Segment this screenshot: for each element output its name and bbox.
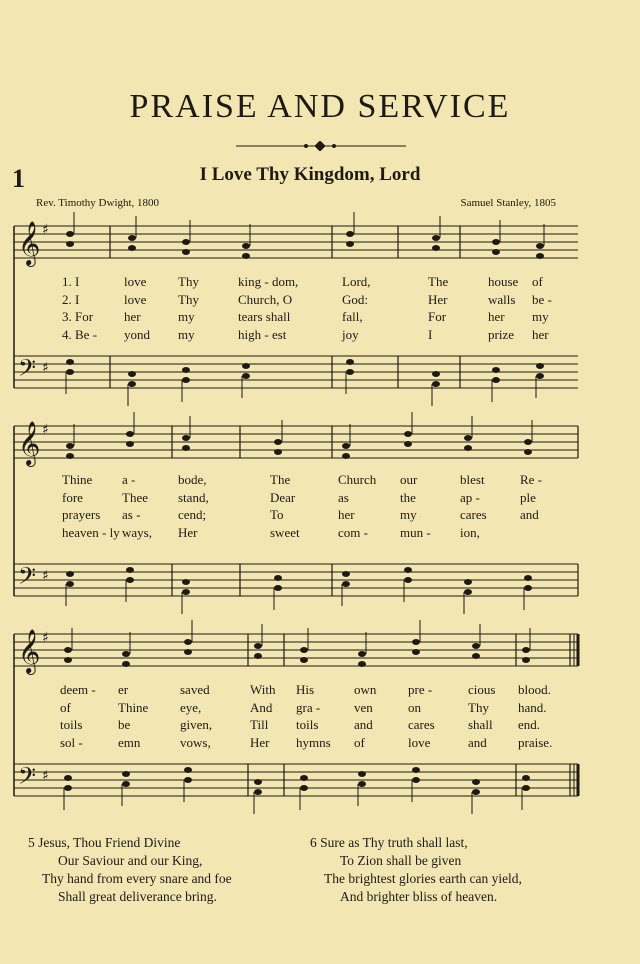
lyric-syllable: hymns (296, 734, 331, 750)
sharp-icon: ♯ (42, 630, 49, 646)
lyric-syllable: gra - (296, 699, 321, 715)
note-head (182, 377, 190, 383)
lyric-syllable: blest (460, 472, 485, 487)
hymn-composer: Samuel Stanley, 1805 (460, 197, 556, 209)
lyric-syllable: Thine (118, 699, 149, 715)
sharp-icon: ♯ (42, 360, 49, 376)
note-head (128, 245, 136, 251)
note-head (492, 367, 500, 373)
note-head (412, 777, 420, 783)
lyric-syllable: fore (62, 489, 83, 505)
note-head (342, 453, 350, 459)
lyric-syllable: Thine (62, 472, 93, 487)
note-head (182, 367, 190, 373)
note-head (524, 575, 532, 581)
lyric-syllable: eye, (180, 699, 202, 715)
note-head (464, 435, 472, 441)
note-head (404, 441, 412, 447)
lyric-syllable: With (250, 682, 276, 697)
lyric-syllable: ple (520, 489, 536, 505)
note-head (492, 239, 500, 245)
lyric-syllable: To (270, 507, 284, 522)
note-head (536, 243, 544, 249)
lyric-syllable: I (428, 326, 433, 342)
lyric-syllable: be (118, 717, 131, 732)
note-head (64, 775, 72, 781)
lyric-syllable: be - (532, 291, 552, 307)
treble-clef-icon: 𝄞 (18, 421, 41, 465)
lyric-syllable: prize (488, 326, 514, 342)
lyric-syllable: Thy (178, 274, 199, 289)
note-head (524, 449, 532, 455)
note-head (412, 639, 420, 645)
note-head (274, 575, 282, 581)
lyric-syllable: Thy (468, 699, 489, 715)
lyric-syllable: hand. (518, 699, 547, 715)
note-head (300, 775, 308, 781)
note-head (184, 639, 192, 645)
lyric-syllable: of (532, 274, 543, 289)
note-head (66, 453, 74, 459)
note-head (432, 371, 440, 377)
lyric-syllable: bode, (178, 472, 207, 487)
lyric-syllable: The (428, 274, 449, 289)
note-head (358, 661, 366, 667)
note-head (182, 239, 190, 245)
note-head (242, 373, 250, 379)
note-head (184, 649, 192, 655)
lyric-syllable: as - (122, 507, 141, 522)
sharp-icon: ♯ (42, 768, 49, 784)
lyric-syllable: cend; (178, 507, 207, 522)
note-head (404, 567, 412, 573)
lyric-syllable: tears shall (238, 309, 291, 324)
note-head (274, 439, 282, 445)
lyric-syllable: stand, (178, 489, 209, 505)
sharp-icon: ♯ (42, 222, 49, 238)
lyric-syllable: prayers (62, 507, 101, 522)
lyric-syllable: love (124, 274, 147, 289)
note-head (346, 241, 354, 247)
note-head (126, 431, 134, 437)
lyric-syllable: and (468, 734, 487, 750)
lyric-syllable: own (354, 682, 377, 697)
note-head (472, 789, 480, 795)
lyric-syllable: my (178, 326, 195, 342)
note-head (536, 363, 544, 369)
note-head (464, 579, 472, 585)
note-head (182, 435, 190, 441)
note-head (342, 443, 350, 449)
note-head (182, 589, 190, 595)
hymn-number: 1 (12, 164, 25, 193)
bass-clef-icon: 𝄢 (18, 354, 37, 387)
lyric-syllable: of (60, 699, 71, 715)
lyric-syllable: Her (428, 291, 448, 307)
lyric-syllable: cares (460, 507, 487, 522)
lyric-syllable: given, (180, 717, 213, 732)
lyric-syllable: love (124, 291, 147, 307)
note-head (242, 253, 250, 259)
note-head (536, 373, 544, 379)
note-head (492, 249, 500, 255)
lyric-syllable: sol - (60, 734, 83, 750)
note-head (358, 771, 366, 777)
lyric-syllable: ap - (460, 489, 480, 505)
section-title: PRAISE AND SERVICE (129, 88, 511, 125)
lyric-syllable: Church, O (238, 291, 293, 307)
note-head (536, 253, 544, 259)
note-head (432, 245, 440, 251)
note-head (254, 789, 262, 795)
lyric-syllable: and (354, 717, 373, 732)
note-head (66, 241, 74, 247)
lyric-syllable: Thy (178, 291, 199, 307)
note-head (522, 657, 530, 663)
lyric-syllable: the (400, 489, 416, 505)
stanza-5 (28, 834, 232, 906)
lyric-syllable: Her (250, 734, 270, 750)
note-head (522, 785, 530, 791)
stanza-line: Thy hand from every snare and foe (42, 871, 232, 886)
note-head (126, 567, 134, 573)
lyric-syllable: her (338, 507, 355, 522)
note-head (128, 235, 136, 241)
note-head (404, 577, 412, 583)
lyric-syllable: Re - (520, 472, 543, 487)
lyric-syllable: Till (250, 717, 269, 732)
lyric-syllable: emn (118, 734, 141, 750)
note-head (432, 235, 440, 241)
note-head (464, 445, 472, 451)
sharp-icon: ♯ (42, 422, 49, 438)
note-head (184, 777, 192, 783)
stanza-line: To Zion shall be given (340, 853, 462, 868)
lyric-syllable: saved (180, 682, 210, 697)
lyric-syllable: house (488, 274, 519, 289)
note-head (274, 585, 282, 591)
note-head (300, 657, 308, 663)
note-head (126, 441, 134, 447)
lyric-syllable: of (354, 734, 365, 750)
note-head (242, 243, 250, 249)
note-head (182, 579, 190, 585)
lyric-syllable: ways, (122, 524, 152, 540)
lyric-syllable: And (250, 699, 273, 715)
lyric-syllable: ven (354, 699, 373, 715)
treble-clef-icon: 𝄞 (18, 221, 41, 265)
lyric-syllable: and (520, 507, 539, 522)
stanza-line: 5 Jesus, Thou Friend Divine (28, 835, 181, 850)
note-head (300, 647, 308, 653)
lyric-syllable: yond (124, 326, 150, 342)
note-head (66, 443, 74, 449)
note-head (182, 249, 190, 255)
note-head (522, 647, 530, 653)
lyric-syllable: on (408, 699, 421, 715)
stanza-line: Our Saviour and our King, (58, 853, 203, 868)
lyric-syllable: her (124, 309, 141, 324)
lyric-syllable: cares (408, 717, 435, 732)
stanza-line: The brightest glories earth can yield, (324, 871, 522, 886)
lyric-syllable: a - (122, 472, 136, 487)
lyric-syllable: my (178, 309, 195, 324)
lyric-syllable: 2. I (62, 291, 80, 307)
note-head (122, 781, 130, 787)
note-head (64, 785, 72, 791)
lyric-syllable: toils (60, 717, 83, 732)
lyric-syllable: God: (342, 291, 368, 307)
bass-clef-icon: 𝄢 (18, 762, 37, 795)
note-head (404, 431, 412, 437)
lyric-syllable: toils (296, 717, 319, 732)
bass-clef-icon: 𝄢 (18, 562, 37, 595)
lyric-syllable: vows, (180, 734, 211, 750)
note-head (472, 653, 480, 659)
lyric-syllable: Her (178, 524, 198, 540)
lyric-syllable: Thee (122, 489, 148, 505)
lyric-syllable: my (532, 309, 549, 324)
note-head (254, 779, 262, 785)
sharp-icon: ♯ (42, 568, 49, 584)
lyric-syllable: com - (338, 524, 368, 540)
hymn-author: Rev. Timothy Dwight, 1800 (36, 197, 160, 209)
note-head (122, 661, 130, 667)
lyric-syllable: er (118, 682, 129, 697)
note-head (346, 359, 354, 365)
note-head (66, 369, 74, 375)
treble-clef-icon: 𝄞 (18, 629, 41, 673)
lyric-syllable: our (400, 472, 418, 487)
lyric-syllable: my (400, 507, 417, 522)
note-head (128, 371, 136, 377)
lyric-syllable: blood. (518, 682, 551, 697)
lyric-syllable: sweet (270, 524, 300, 540)
stanza-line: And brighter bliss of heaven. (340, 889, 498, 904)
note-head (66, 581, 74, 587)
lyric-syllable: cious (468, 682, 496, 697)
stanza-6 (310, 834, 522, 906)
note-head (342, 571, 350, 577)
note-head (64, 657, 72, 663)
lyric-syllable: her (532, 326, 549, 342)
lyric-syllable: her (488, 309, 505, 324)
lyric-syllable: shall (468, 717, 493, 732)
note-head (472, 643, 480, 649)
note-head (184, 767, 192, 773)
lyric-syllable: Church (338, 472, 377, 487)
hymn-title: I Love Thy Kingdom, Lord (199, 164, 421, 185)
stanza-line: 6 Sure as Thy truth shall last, (310, 835, 468, 850)
note-head (254, 653, 262, 659)
note-head (274, 449, 282, 455)
note-head (64, 647, 72, 653)
note-head (300, 785, 308, 791)
note-head (342, 581, 350, 587)
note-head (346, 369, 354, 375)
lyric-syllable: praise. (518, 734, 553, 750)
stanza-line: Shall great deliverance bring. (58, 889, 217, 904)
note-head (522, 775, 530, 781)
lyric-syllable: 3. For (62, 309, 94, 324)
lyric-syllable: high - est (238, 326, 287, 342)
note-head (122, 651, 130, 657)
note-head (472, 779, 480, 785)
lyric-syllable: For (428, 309, 447, 324)
note-head (492, 377, 500, 383)
note-head (346, 231, 354, 237)
lyric-syllable: 4. Be - (62, 326, 98, 342)
lyric-syllable: 1. I (62, 274, 80, 289)
note-head (182, 445, 190, 451)
note-head (358, 781, 366, 787)
note-head (254, 643, 262, 649)
note-head (122, 771, 130, 777)
lyric-syllable: end. (518, 717, 541, 732)
note-head (464, 589, 472, 595)
lyric-syllable: as (338, 489, 349, 505)
lyric-syllable: Lord, (342, 274, 371, 289)
lyric-syllable: king - dom, (238, 274, 299, 289)
note-head (126, 577, 134, 583)
note-head (524, 439, 532, 445)
lyric-syllable: His (296, 682, 315, 697)
note-head (524, 585, 532, 591)
note-head (432, 381, 440, 387)
lyric-syllable: Dear (270, 489, 296, 505)
note-head (66, 359, 74, 365)
lyric-syllable: joy (342, 326, 359, 342)
lyric-syllable: love (408, 734, 431, 750)
note-head (242, 363, 250, 369)
lyric-syllable: The (270, 472, 291, 487)
lyric-syllable: heaven - ly (62, 524, 120, 540)
lyric-syllable: pre - (408, 682, 433, 697)
note-head (412, 649, 420, 655)
lyric-syllable: mun - (400, 524, 431, 540)
note-head (66, 571, 74, 577)
note-head (128, 381, 136, 387)
lyric-syllable: fall, (342, 309, 363, 324)
note-head (412, 767, 420, 773)
lyric-syllable: deem - (60, 682, 96, 697)
note-head (66, 231, 74, 237)
lyric-syllable: walls (488, 291, 516, 307)
lyric-syllable: ion, (460, 524, 480, 540)
note-head (358, 651, 366, 657)
